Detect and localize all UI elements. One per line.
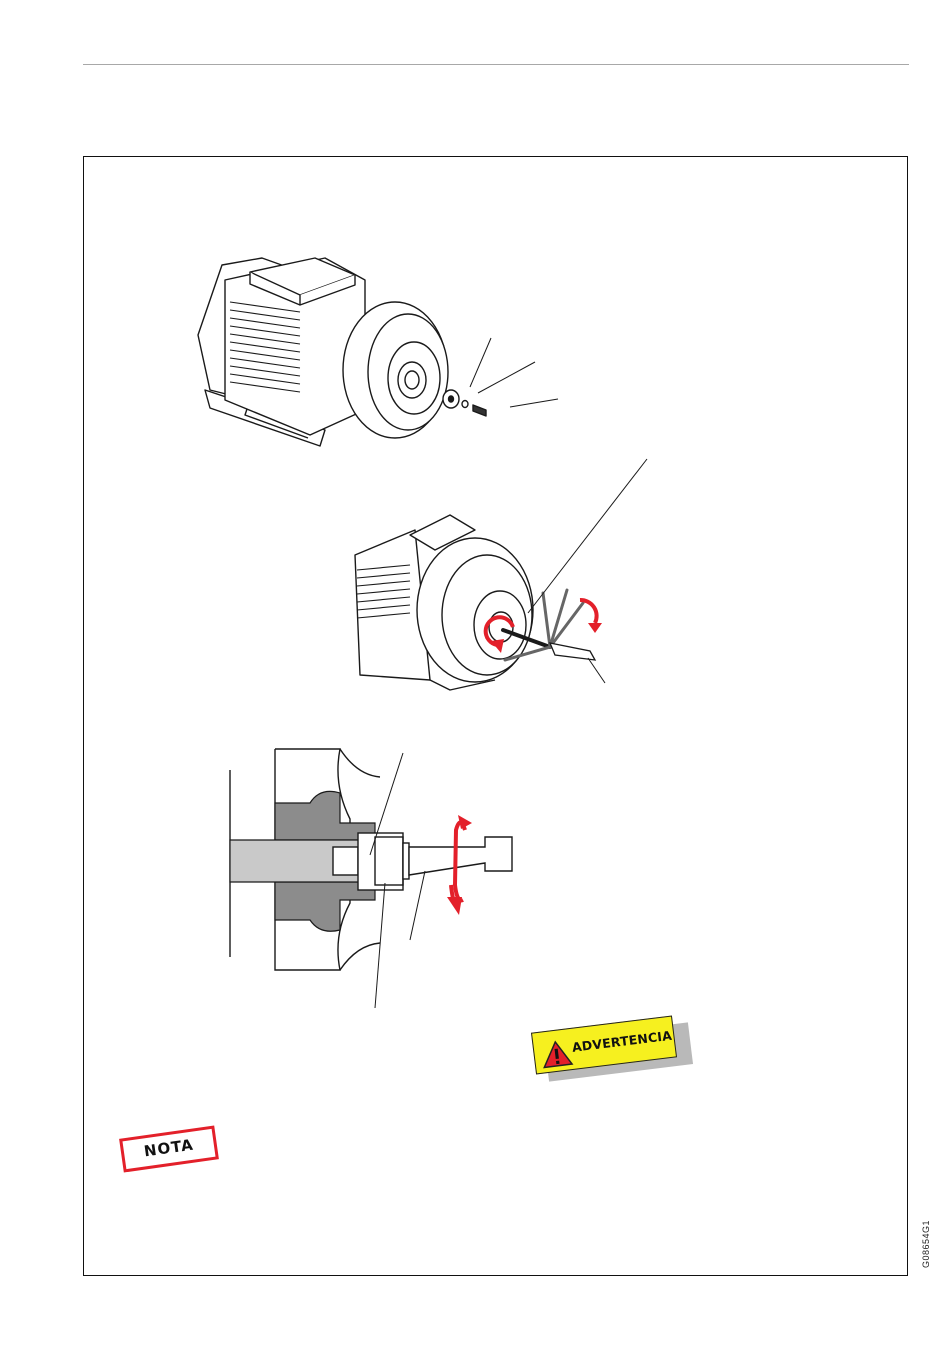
header-rule: [83, 64, 909, 65]
warning-triangle-icon: [539, 1038, 574, 1070]
warning-badge-label: ADVERTENCIA: [571, 1027, 673, 1055]
document-code: G08654G1: [921, 1219, 931, 1268]
motor-exploded-figure: [190, 250, 570, 450]
shaft-section-figure: [225, 745, 525, 1010]
note-badge-label: NOTA: [142, 1135, 195, 1161]
motor-wrench-figure: [355, 455, 655, 695]
